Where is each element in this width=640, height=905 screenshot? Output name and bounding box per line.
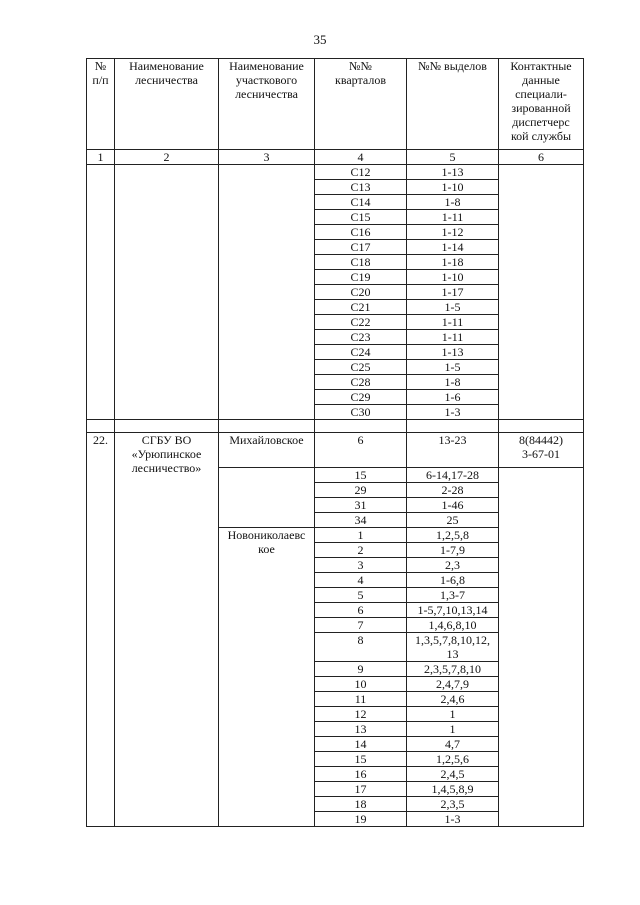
empty-cell [115, 420, 219, 433]
empty-cell [115, 165, 219, 420]
allotment-cell: 2,3,5 [407, 797, 499, 812]
quarter-cell: 5 [315, 588, 407, 603]
empty-cell [87, 165, 115, 420]
spacer-row [87, 420, 584, 433]
table-row [87, 433, 584, 468]
quarter-cell: 2 [315, 543, 407, 558]
quarter-cell: С21 [315, 300, 407, 315]
column-number: 5 [407, 150, 499, 165]
allotment-cell: 1-7,9 [407, 543, 499, 558]
empty-cell [407, 420, 499, 433]
quarter-cell: 3 [315, 558, 407, 573]
allotment-cell: 1-3 [407, 405, 499, 420]
header-quarters: №№ кварталов [315, 59, 407, 150]
allotment-cell: 1-13 [407, 165, 499, 180]
allotment-cell: 1,3,5,7,8,10,12, 13 [407, 633, 499, 662]
column-number: 2 [115, 150, 219, 165]
header-district-forestry-name: Наименование участкового лесничества [219, 59, 315, 150]
district-forestry-name: Михайловское [219, 433, 315, 468]
column-number: 3 [219, 150, 315, 165]
allotment-cell: 6-14,17-28 [407, 468, 499, 483]
quarter-cell: 9 [315, 662, 407, 677]
quarter-cell: 34 [315, 513, 407, 528]
quarter-cell: С30 [315, 405, 407, 420]
allotment-cell: 1-11 [407, 330, 499, 345]
quarter-cell: 10 [315, 677, 407, 692]
allotment-cell: 1-18 [407, 255, 499, 270]
quarter-cell: С17 [315, 240, 407, 255]
header-row [87, 59, 584, 150]
allotment-cell: 1,2,5,8 [407, 528, 499, 543]
allotment-cell: 2,4,7,9 [407, 677, 499, 692]
header-allotments: №№ выделов [407, 59, 499, 150]
quarter-cell: 29 [315, 483, 407, 498]
quarter-cell: С28 [315, 375, 407, 390]
header-contact: Контактные данные специали- зированной диспетчерс кой службы [499, 59, 584, 150]
allotment-cell: 1-10 [407, 180, 499, 195]
quarter-cell: 18 [315, 797, 407, 812]
empty-cell [315, 420, 407, 433]
quarter-cell: С13 [315, 180, 407, 195]
allotment-cell: 1-5,7,10,13,14 [407, 603, 499, 618]
allotment-cell: 1-14 [407, 240, 499, 255]
allotment-cell: 1-3 [407, 812, 499, 827]
column-numbers-row [87, 150, 584, 165]
quarter-cell: 13 [315, 722, 407, 737]
quarter-cell: С25 [315, 360, 407, 375]
allotment-cell: 25 [407, 513, 499, 528]
allotment-cell: 2,3,5,7,8,10 [407, 662, 499, 677]
allotment-cell: 1-17 [407, 285, 499, 300]
quarter-cell: 1 [315, 528, 407, 543]
allotment-cell: 1 [407, 707, 499, 722]
allotment-cell: 1-12 [407, 225, 499, 240]
empty-cell [87, 420, 115, 433]
header-forestry-name: Наименование лесничества [115, 59, 219, 150]
empty-cell [499, 420, 584, 433]
quarter-cell: С15 [315, 210, 407, 225]
quarter-cell: 17 [315, 782, 407, 797]
quarter-cell: 8 [315, 633, 407, 662]
quarter-cell: С12 [315, 165, 407, 180]
table-row [87, 165, 584, 180]
empty-cell [499, 468, 584, 827]
allotment-cell: 1-11 [407, 315, 499, 330]
allotment-cell: 1 [407, 722, 499, 737]
empty-cell [219, 420, 315, 433]
quarter-cell: С23 [315, 330, 407, 345]
quarter-cell: С22 [315, 315, 407, 330]
allotment-cell: 1,4,6,8,10 [407, 618, 499, 633]
quarter-cell: 14 [315, 737, 407, 752]
allotment-cell: 1-5 [407, 300, 499, 315]
contact-phone: 8(84442) 3-67-01 [499, 433, 584, 468]
quarter-cell: С16 [315, 225, 407, 240]
allotment-cell: 1,3-7 [407, 588, 499, 603]
allotment-cell: 1-8 [407, 375, 499, 390]
allotment-cell: 1-6 [407, 390, 499, 405]
empty-cell [219, 468, 315, 528]
quarter-cell: С20 [315, 285, 407, 300]
allotment-cell: 1-11 [407, 210, 499, 225]
allotment-cell: 13-23 [407, 433, 499, 468]
allotment-cell: 1-10 [407, 270, 499, 285]
quarter-cell: 15 [315, 752, 407, 767]
allotment-cell: 2,4,5 [407, 767, 499, 782]
district-forestry-name: Новониколаевс кое [219, 528, 315, 827]
quarter-cell: 19 [315, 812, 407, 827]
allotment-cell: 4,7 [407, 737, 499, 752]
forestry-table [86, 58, 584, 827]
quarter-cell: С19 [315, 270, 407, 285]
allotment-cell: 1-6,8 [407, 573, 499, 588]
quarter-cell: 31 [315, 498, 407, 513]
allotment-cell: 1-5 [407, 360, 499, 375]
page-number: 35 [313, 32, 327, 47]
quarter-cell: С14 [315, 195, 407, 210]
allotment-cell: 2,4,6 [407, 692, 499, 707]
header-number: № п/п [87, 59, 115, 150]
forestry-organization: СГБУ ВО «Урюпинское лесничество» [115, 433, 219, 827]
allotment-cell: 1,2,5,6 [407, 752, 499, 767]
row-number: 22. [87, 433, 115, 827]
quarter-cell: С29 [315, 390, 407, 405]
allotment-cell: 1-13 [407, 345, 499, 360]
allotment-cell: 1-46 [407, 498, 499, 513]
quarter-cell: С24 [315, 345, 407, 360]
column-number: 4 [315, 150, 407, 165]
quarter-cell: 6 [315, 603, 407, 618]
quarter-cell: С18 [315, 255, 407, 270]
quarter-cell: 12 [315, 707, 407, 722]
quarter-cell: 6 [315, 433, 407, 468]
quarter-cell: 11 [315, 692, 407, 707]
quarter-cell: 4 [315, 573, 407, 588]
allotment-cell: 1,4,5,8,9 [407, 782, 499, 797]
quarter-cell: 15 [315, 468, 407, 483]
allotment-cell: 1-8 [407, 195, 499, 210]
column-number: 1 [87, 150, 115, 165]
allotment-cell: 2-28 [407, 483, 499, 498]
empty-cell [219, 165, 315, 420]
quarter-cell: 7 [315, 618, 407, 633]
quarter-cell: 16 [315, 767, 407, 782]
empty-cell [499, 165, 584, 420]
column-number: 6 [499, 150, 584, 165]
allotment-cell: 2,3 [407, 558, 499, 573]
